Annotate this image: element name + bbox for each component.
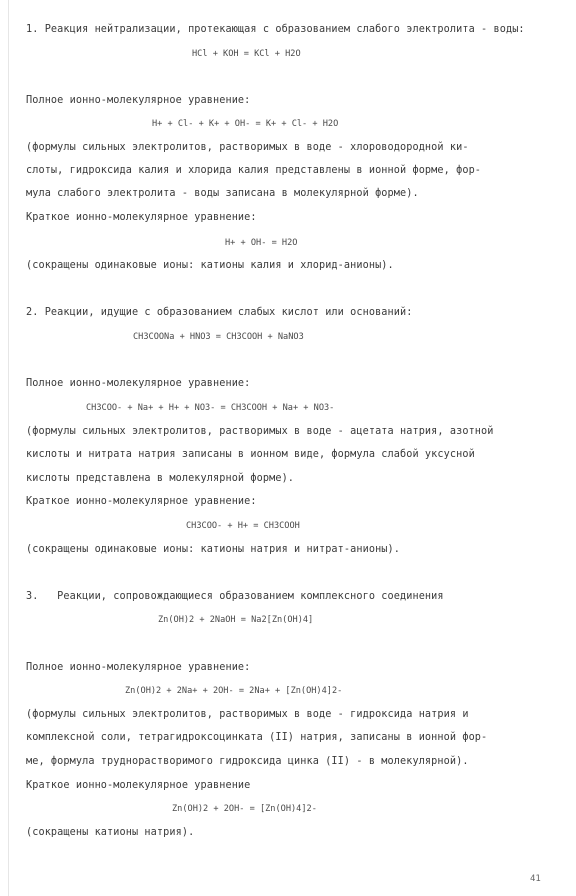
section2-full-equation: CH3COO- + Na+ + H+ + NO3- = CH3COOH + Na+ + NO3- [86,403,335,413]
section1-equation: HCl + KOH = KCl + H2O [192,49,301,59]
section2-heading: 2. Реакции, идущие с образованием слабых кислот или оснований: [26,307,413,318]
section1-short-label: Краткое ионно-молекулярное уравнение: [26,212,257,223]
page-number: 41 [530,874,541,884]
section2-explanation-line: кислоты и нитрата натрия записаны в ионном виде, формула слабой уксусной [26,449,475,460]
section2-full-label: Полное ионно-молекулярное уравнение: [26,378,251,389]
section1-note: (сокращены одинаковые ионы: катионы калия и хлорид-анионы). [26,260,394,271]
section3-short-label: Краткое ионно-молекулярное уравнение [26,780,251,791]
section3-explanation-line: ме, формула труднорастворимого гидроксида цинка (II) - в молекулярной). [26,756,469,767]
section1-heading: 1. Реакция нейтрализации, протекающая с образованием слабого электролита - воды: [26,24,525,35]
section3-note: (сокращены катионы натрия). [26,827,195,838]
section1-short-equation: H+ + OH- = H2O [225,238,298,248]
section2-equation: CH3COONa + HNO3 = CH3COOH + NaNO3 [133,332,304,342]
page-margin-line [8,0,9,896]
section1-full-equation: H+ + Cl- + K+ + OH- = K+ + Cl- + H2O [152,119,339,129]
section3-equation: Zn(OH)2 + 2NaOH = Na2[Zn(OH)4] [158,615,314,625]
section1-full-label: Полное ионно-молекулярное уравнение: [26,95,251,106]
section1-explanation-line: слоты, гидроксида калия и хлорида калия представлены в ионной форме, фор- [26,165,482,176]
section2-explanation-line: кислоты представлена в молекулярной форме). [26,473,295,484]
section3-heading: 3. Реакции, сопровождающиеся образованием комплексного соединения [26,591,444,602]
section3-explanation-line: комплексной соли, тетрагидроксоцинката (II) натрия, записаны в ионной фор- [26,732,488,743]
section2-explanation-line: (формулы сильных электролитов, растворимых в воде - ацетата натрия, азотной [26,426,494,437]
section3-full-label: Полное ионно-молекулярное уравнение: [26,662,251,673]
section3-full-equation: Zn(OH)2 + 2Na+ + 2OH- = 2Na+ + [Zn(OH)4]2- [125,686,343,696]
section2-short-label: Краткое ионно-молекулярное уравнение: [26,496,257,507]
section3-short-equation: Zn(OH)2 + 2OH- = [Zn(OH)4]2- [172,804,317,814]
section3-explanation-line: (формулы сильных электролитов, растворимых в воде - гидроксида натрия и [26,709,469,720]
section1-explanation-line: (формулы сильных электролитов, растворимых в воде - хлороводородной ки- [26,142,469,153]
section1-explanation-line: мула слабого электролита - воды записана в молекулярной форме). [26,188,419,199]
section2-short-equation: CH3COO- + H+ = CH3COOH [186,521,300,531]
section2-note: (сокращены одинаковые ионы: катионы натрия и нитрат-анионы). [26,544,401,555]
